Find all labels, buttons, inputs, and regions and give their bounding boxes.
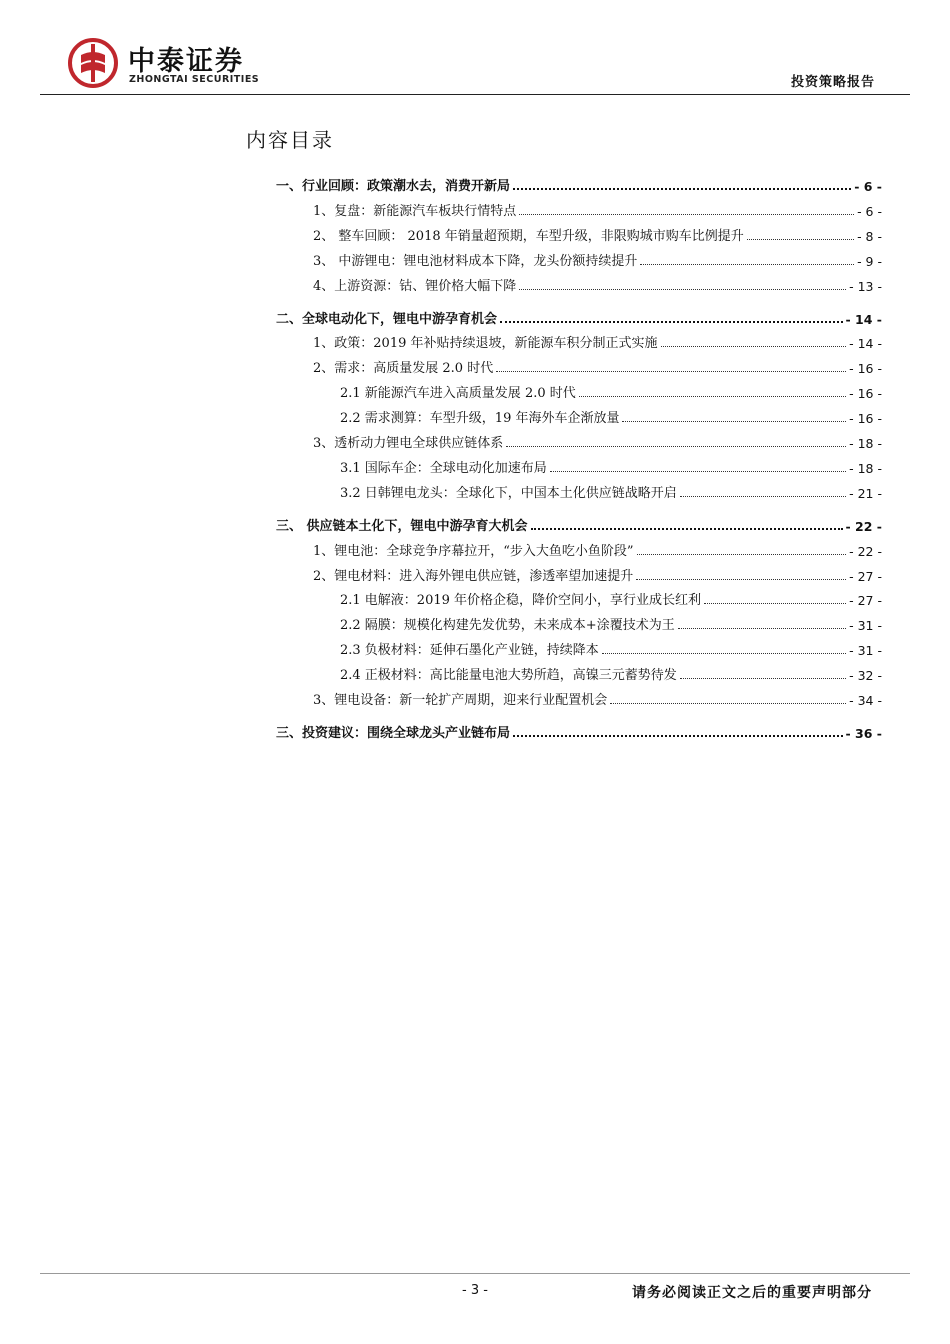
toc-entry-title: 2.2 隔膜：规模化构建先发优势，未来成本+涂覆技术为王 [340,618,675,634]
toc-dot-leader [513,735,843,737]
toc-dot-leader [640,264,854,265]
toc-entry-title: 1、锂电池：全球竞争序幕拉开，“步入大鱼吃小鱼阶段” [313,543,634,559]
toc-entry[interactable] [276,172,882,194]
toc-entry-page: - 16 - [849,411,882,427]
toc-dot-leader [550,471,846,472]
toc-dot-leader [704,603,846,604]
toc-entry-title: 三、 供应链本土化下，锂电中游孕育大机会 [276,518,528,534]
company-logo [68,38,288,88]
toc-entry[interactable] [313,562,882,584]
toc-entry-title: 2.1 电解液：2019 年价格企稳，降价空间小，享行业成长红利 [340,593,702,609]
report-type-label: 投资策略报告 [790,75,875,90]
toc-entry-page: - 9 - [857,253,882,269]
toc-entry-title: 三、投资建议：围绕全球龙头产业链布局 [276,725,511,741]
toc-entry-page: - 6 - [857,203,882,219]
toc-entry[interactable] [340,636,882,658]
toc-entry-page: - 22 - [849,543,882,559]
toc-entry-page: - 16 - [849,361,882,377]
toc-entry[interactable] [313,222,882,244]
toc-dot-leader [680,496,846,497]
toc-entry-page: - 14 - [849,336,882,352]
toc-dot-leader [496,371,846,372]
toc-dot-leader [636,579,846,580]
toc-dot-leader [519,214,854,215]
toc-entry-title: 3、锂电设备：新一轮扩产周期，迎来行业配置机会 [313,693,608,708]
toc-entry[interactable] [340,379,882,401]
toc-entry-title: 3.2 日韩锂电龙头：全球化下，中国本土化供应链战略开启 [340,485,677,501]
toc-entry[interactable] [340,479,882,501]
toc-entry-title: 3.1 国际车企：全球电动化加速布局 [340,460,547,476]
toc-entry[interactable] [340,611,882,633]
toc-entry[interactable] [313,354,882,376]
toc-entry-page: - 6 - [854,179,882,194]
toc-entry-page: - 18 - [849,436,882,451]
toc-entry-title: 2、需求：高质量发展 2.0 时代 [313,361,494,377]
toc-dot-leader [500,321,843,323]
toc-dot-leader [579,396,846,397]
logo-chinese-name: 中泰证券 [128,46,244,77]
toc-entry-title: 二、全球电动化下，锂电中游孕育机会 [276,311,498,327]
toc-entry[interactable] [276,305,882,327]
toc-dot-leader [747,239,854,240]
toc-entry-page: - 14 - [845,311,882,327]
toc-entry[interactable] [313,429,882,451]
page-number: - 3 - [462,1283,488,1298]
toc-entry[interactable] [313,686,882,708]
footer-disclaimer: 请务必阅读正文之后的重要声明部分 [632,1285,872,1301]
footer-divider [40,1273,910,1274]
toc-entry-page: - 8 - [857,228,882,244]
toc-entry[interactable] [313,329,882,351]
toc-entry-title: 2、 整车回顾： 2018 年销量超预期，车型升级，非限购城市购车比例提升 [313,228,744,244]
toc-dot-leader [610,703,846,704]
zhongtai-logo-icon [68,38,118,88]
logo-english-name: ZHONGTAI SECURITIES [129,74,260,85]
toc-entry[interactable] [340,661,882,683]
toc-dot-leader [513,188,851,190]
toc-entry-page: - 27 - [849,593,882,609]
toc-entry-title: 2.1 新能源汽车进入高质量发展 2.0 时代 [340,386,576,402]
toc-dot-leader [622,421,846,422]
toc-entry[interactable] [340,586,882,608]
toc-dot-leader [680,678,846,679]
toc-dot-leader [602,653,846,654]
toc-entry-page: - 31 - [849,643,882,659]
header-divider [40,94,910,95]
toc-entry-title: 2.3 负极材料：延伸石墨化产业链，持续降本 [340,643,599,659]
toc-entry-page: - 34 - [849,693,882,708]
toc-entry-page: - 13 - [849,278,882,294]
toc-dot-leader [519,289,846,290]
toc-entry[interactable] [276,512,882,534]
toc-entry-page: - 32 - [849,668,882,684]
toc-entry-page: - 31 - [849,618,882,634]
toc-entry-title: 2.4 正极材料：高比能量电池大势所趋，高镍三元蓄势待发 [340,668,677,684]
toc-entry-page: - 21 - [849,485,882,501]
toc-entry-page: - 16 - [849,386,882,402]
toc-entry-title: 2、锂电材料：进入海外锂电供应链，渗透率望加速提升 [313,568,634,584]
toc-dot-leader [678,628,846,629]
toc-entry[interactable] [313,197,882,219]
toc-entry[interactable] [340,404,882,426]
toc-dot-leader [531,528,843,530]
toc-entry-title: 2.2 需求测算：车型升级，19 年海外车企渐放量 [340,411,620,427]
toc-entry[interactable] [313,272,882,294]
toc-entry-page: - 22 - [845,518,882,534]
toc-dot-leader [661,346,847,347]
toc-dot-leader [506,446,846,447]
toc-entry-title: 1、政策：2019 年补贴持续退坡，新能源车积分制正式实施 [313,336,658,352]
toc-entry[interactable] [276,719,882,741]
toc-entry-title: 一、行业回顾：政策潮水去，消费开新局 [276,179,511,194]
toc-entry-title: 4、上游资源：钴、锂价格大幅下降 [313,278,517,294]
toc-entry-title: 3、 中游锂电：锂电池材料成本下降，龙头份额持续提升 [313,253,638,269]
toc-entry[interactable] [313,537,882,559]
toc-entry-page: - 27 - [849,568,882,584]
toc-entry[interactable] [313,247,882,269]
toc-entry-title: 3、透析动力锂电全球供应链体系 [313,436,504,451]
toc-title: 内容目录 [246,128,334,152]
toc-entry-page: - 18 - [849,460,882,476]
toc-dot-leader [637,554,847,555]
toc-entry-page: - 36 - [845,725,882,741]
toc-entry-title: 1、复盘：新能源汽车板块行情特点 [313,203,517,219]
toc-entry[interactable] [340,454,882,476]
